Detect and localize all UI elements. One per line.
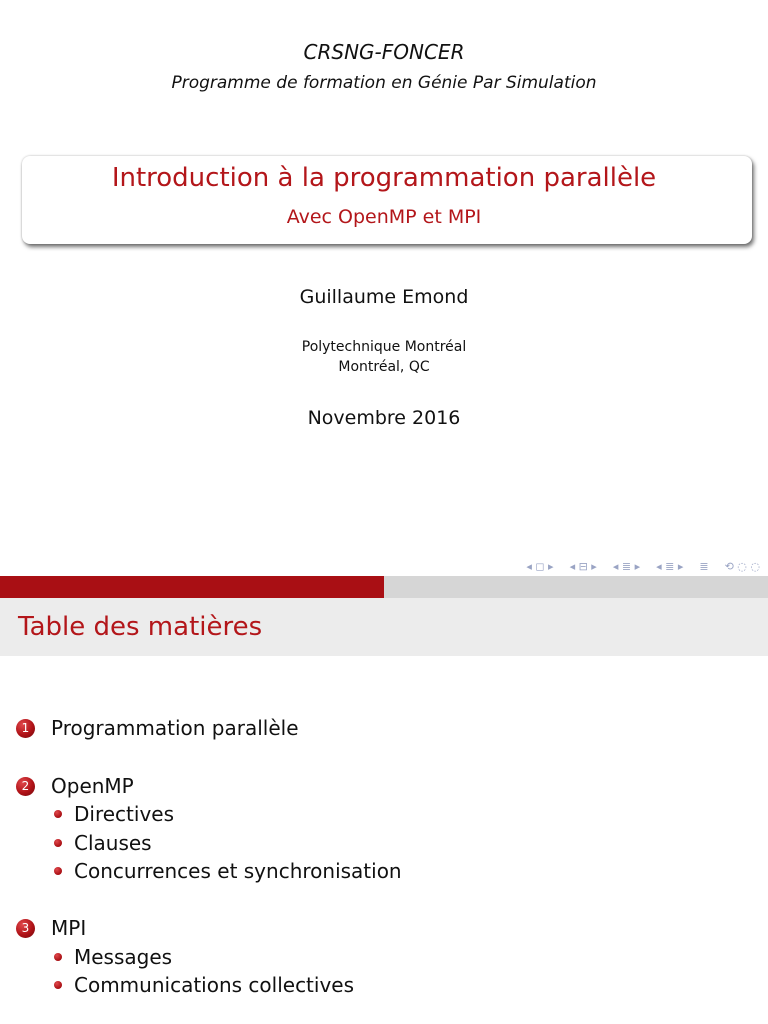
toc-subsection[interactable] (54, 831, 152, 855)
toc-section-label: MPI (51, 916, 87, 940)
toc-subsection-label: Concurrences et synchronisation (74, 859, 402, 883)
institute-name: CRSNG-FONCER (303, 40, 465, 64)
program-name: Programme de formation en Génie Par Simulation (171, 73, 597, 93)
nav-slide-icon[interactable]: ◂ ◻ ▸ (526, 560, 554, 573)
toc-section-label: Programmation parallèle (51, 716, 299, 740)
toc-subsection-label: Messages (74, 945, 173, 969)
toc-subsection-label: Directives (74, 802, 174, 826)
toc-subsection-label: Communications collectives (74, 973, 355, 997)
toc-subsection[interactable] (54, 945, 172, 969)
progress-bar-fill (0, 576, 384, 598)
toc-subsection[interactable] (54, 859, 402, 883)
presentation-title: Introduction à la programmation parallèle (111, 163, 657, 193)
frame-title: Table des matières (18, 612, 263, 642)
presentation-date: Novembre 2016 (307, 407, 461, 429)
bullet-icon (54, 867, 62, 875)
bullet-icon (54, 839, 62, 847)
toc-section-2[interactable] (16, 774, 134, 798)
toc-subsection-label: Clauses (74, 831, 152, 855)
nav-section-icon[interactable]: ◂ ≣ ▸ (656, 560, 684, 573)
beamer-navigation-bar[interactable] (526, 560, 760, 573)
progress-bar (0, 576, 768, 598)
affiliation-line-1: Polytechnique Montréal (301, 339, 467, 355)
bullet-icon (54, 953, 62, 961)
section-number-ball: 1 (16, 719, 35, 738)
presentation-subtitle: Avec OpenMP et MPI (286, 206, 482, 228)
toc-section-3[interactable] (16, 916, 86, 940)
toc-subsection[interactable] (54, 973, 354, 997)
author-name: Guillaume Emond (299, 286, 469, 308)
toc-subsection[interactable] (54, 802, 174, 826)
nav-subsection-icon[interactable]: ◂ ≣ ▸ (612, 560, 641, 573)
nav-frame-icon[interactable]: ◂ ⊟ ▸ (569, 560, 597, 573)
affiliation-line-2: Montréal, QC (338, 359, 430, 375)
section-number-ball: 2 (16, 777, 35, 796)
toc-section-label: OpenMP (51, 774, 134, 798)
toc-section-1[interactable] (16, 716, 299, 740)
bullet-icon (54, 810, 62, 818)
nav-document-icon[interactable]: ≣ (699, 560, 709, 573)
bullet-icon (54, 981, 62, 989)
section-number-ball: 3 (16, 919, 35, 938)
nav-search-icon[interactable]: ⟲ ◌ ◌ (724, 560, 760, 573)
